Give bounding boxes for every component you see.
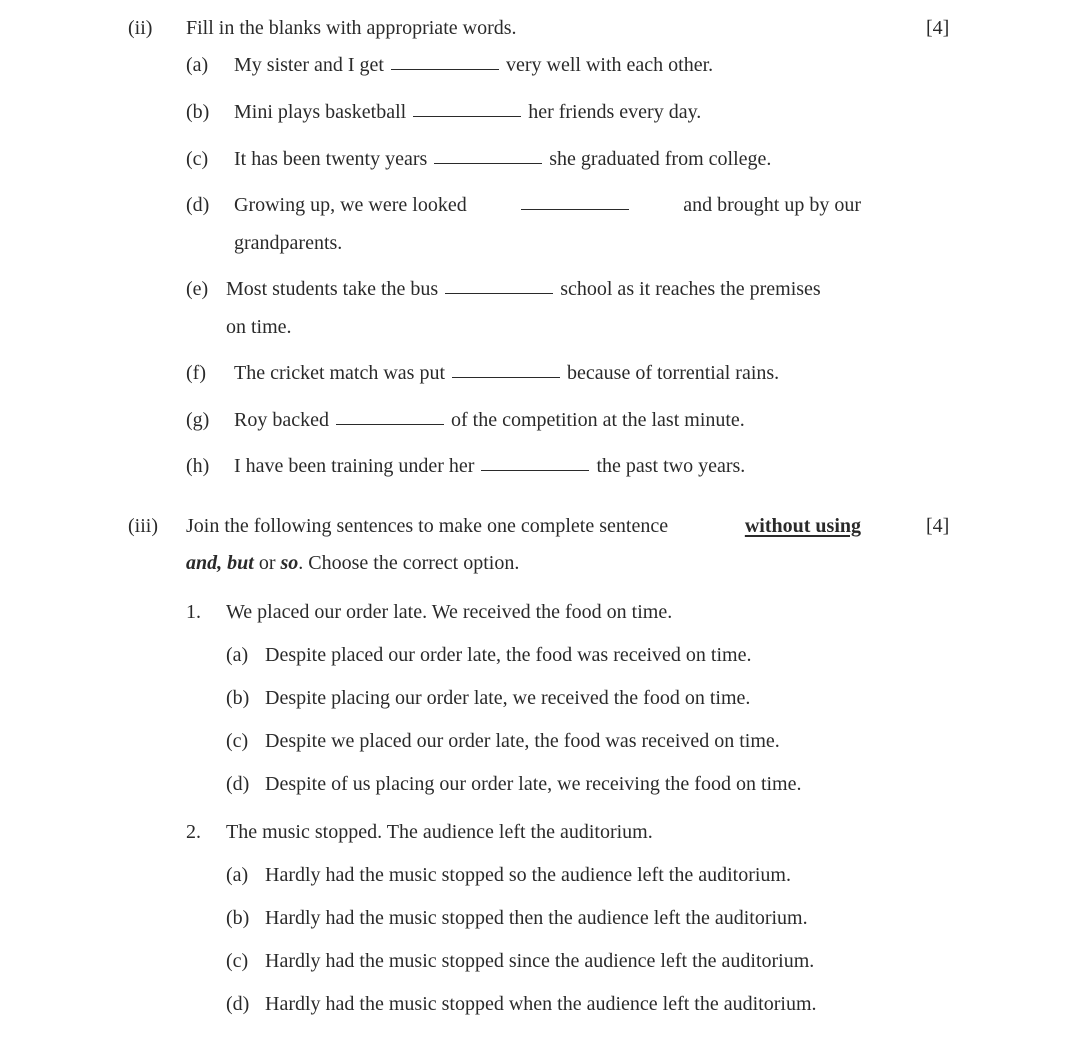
item-c-before: It has been twenty years — [234, 148, 428, 170]
item-f-sentence — [234, 361, 779, 385]
item-f-blank — [452, 377, 560, 378]
question-1-option-b-label: (b) — [226, 687, 250, 709]
item-c-label: (c) — [186, 148, 209, 170]
item-h-blank — [481, 470, 589, 471]
question-1-text: We placed our order late. We received the food on time. — [226, 601, 673, 623]
question-1-option-b-text: Despite placing our order late, we received the food on time. — [265, 687, 751, 709]
or-word: or — [258, 552, 276, 574]
item-g-after: of the competition at the last minute. — [450, 409, 745, 431]
item-g-sentence — [234, 408, 745, 432]
item-b-sentence — [234, 100, 701, 124]
section-iii-instruction-line1 — [186, 514, 861, 538]
question-2-option-c-text: Hardly had the music stopped since the audience left the auditorium. — [265, 950, 815, 972]
item-d-after: and brought up by our — [683, 194, 861, 216]
item-g-blank — [336, 424, 444, 425]
question-1-option-c-label: (c) — [226, 730, 249, 752]
item-g-before: Roy backed — [234, 409, 329, 431]
item-f-after: because of torrential rains. — [567, 362, 780, 384]
section-iii-instruction-start: Join the following sentences to make one complete sentence — [186, 515, 669, 537]
item-d-blank — [521, 209, 629, 210]
item-a-label: (a) — [186, 54, 209, 76]
item-b-before: Mini plays basketball — [234, 101, 407, 123]
item-b-blank — [413, 116, 521, 117]
item-a-before: My sister and I get — [234, 54, 384, 76]
item-e-blank — [445, 293, 553, 294]
item-e-after: school as it reaches the premises — [560, 278, 821, 300]
item-d-continuation: grandparents. — [234, 232, 343, 254]
item-e-before: Most students take the bus — [226, 278, 439, 300]
question-1-number: 1. — [186, 601, 201, 623]
section-iii-instruction-emphasis: without using — [744, 515, 861, 537]
question-2-option-b-label: (b) — [226, 907, 250, 929]
item-d-label: (d) — [186, 194, 210, 216]
question-2-option-c-label: (c) — [226, 950, 249, 972]
section-iii-number: (iii) — [128, 515, 158, 537]
question-2-option-a-label: (a) — [226, 864, 249, 886]
item-e-sentence — [226, 277, 821, 301]
item-e-label: (e) — [186, 278, 209, 300]
item-h-label: (h) — [186, 455, 210, 477]
item-c-blank — [434, 163, 542, 164]
item-a-sentence — [234, 53, 713, 77]
item-e-continuation: on time. — [226, 316, 292, 338]
item-c-sentence — [234, 147, 771, 171]
item-f-label: (f) — [186, 362, 206, 384]
section-iii-marks: [4] — [926, 515, 950, 537]
question-1-option-d-label: (d) — [226, 773, 250, 795]
so-word: so — [280, 552, 299, 574]
question-2-number: 2. — [186, 821, 201, 843]
item-h-after: the past two years. — [596, 455, 746, 477]
and-but-words: and, but — [186, 552, 254, 574]
question-2-text: The music stopped. The audience left the auditorium. — [226, 821, 653, 843]
section-iii-instruction-end: . Choose the correct option. — [298, 552, 520, 574]
item-c-after: she graduated from college. — [549, 148, 772, 170]
section-ii-number: (ii) — [128, 17, 153, 39]
item-b-after: her friends every day. — [528, 101, 702, 123]
section-iii-instruction-line2 — [186, 551, 519, 575]
question-1-option-a-text: Despite placed our order late, the food was received on time. — [265, 644, 752, 666]
section-ii-instruction: Fill in the blanks with appropriate words. — [186, 17, 517, 39]
item-a-blank — [391, 69, 499, 70]
item-a-after: very well with each other. — [505, 54, 714, 76]
question-2-option-d-label: (d) — [226, 993, 250, 1015]
item-h-before: I have been training under her — [234, 455, 475, 477]
question-2-option-d-text: Hardly had the music stopped when the audience left the auditorium. — [265, 993, 817, 1015]
item-d-sentence — [234, 193, 861, 217]
item-g-label: (g) — [186, 409, 210, 431]
section-ii-marks: [4] — [926, 17, 950, 39]
item-f-before: The cricket match was put — [234, 362, 446, 384]
question-2-option-a-text: Hardly had the music stopped so the audience left the auditorium. — [265, 864, 791, 886]
question-2-option-b-text: Hardly had the music stopped then the audience left the auditorium. — [265, 907, 808, 929]
question-1-option-d-text: Despite of us placing our order late, we receiving the food on time. — [265, 773, 802, 795]
item-d-before: Growing up, we were looked — [234, 194, 467, 216]
question-1-option-c-text: Despite we placed our order late, the food was received on time. — [265, 730, 780, 752]
item-b-label: (b) — [186, 101, 210, 123]
item-h-sentence — [234, 454, 745, 478]
question-1-option-a-label: (a) — [226, 644, 249, 666]
